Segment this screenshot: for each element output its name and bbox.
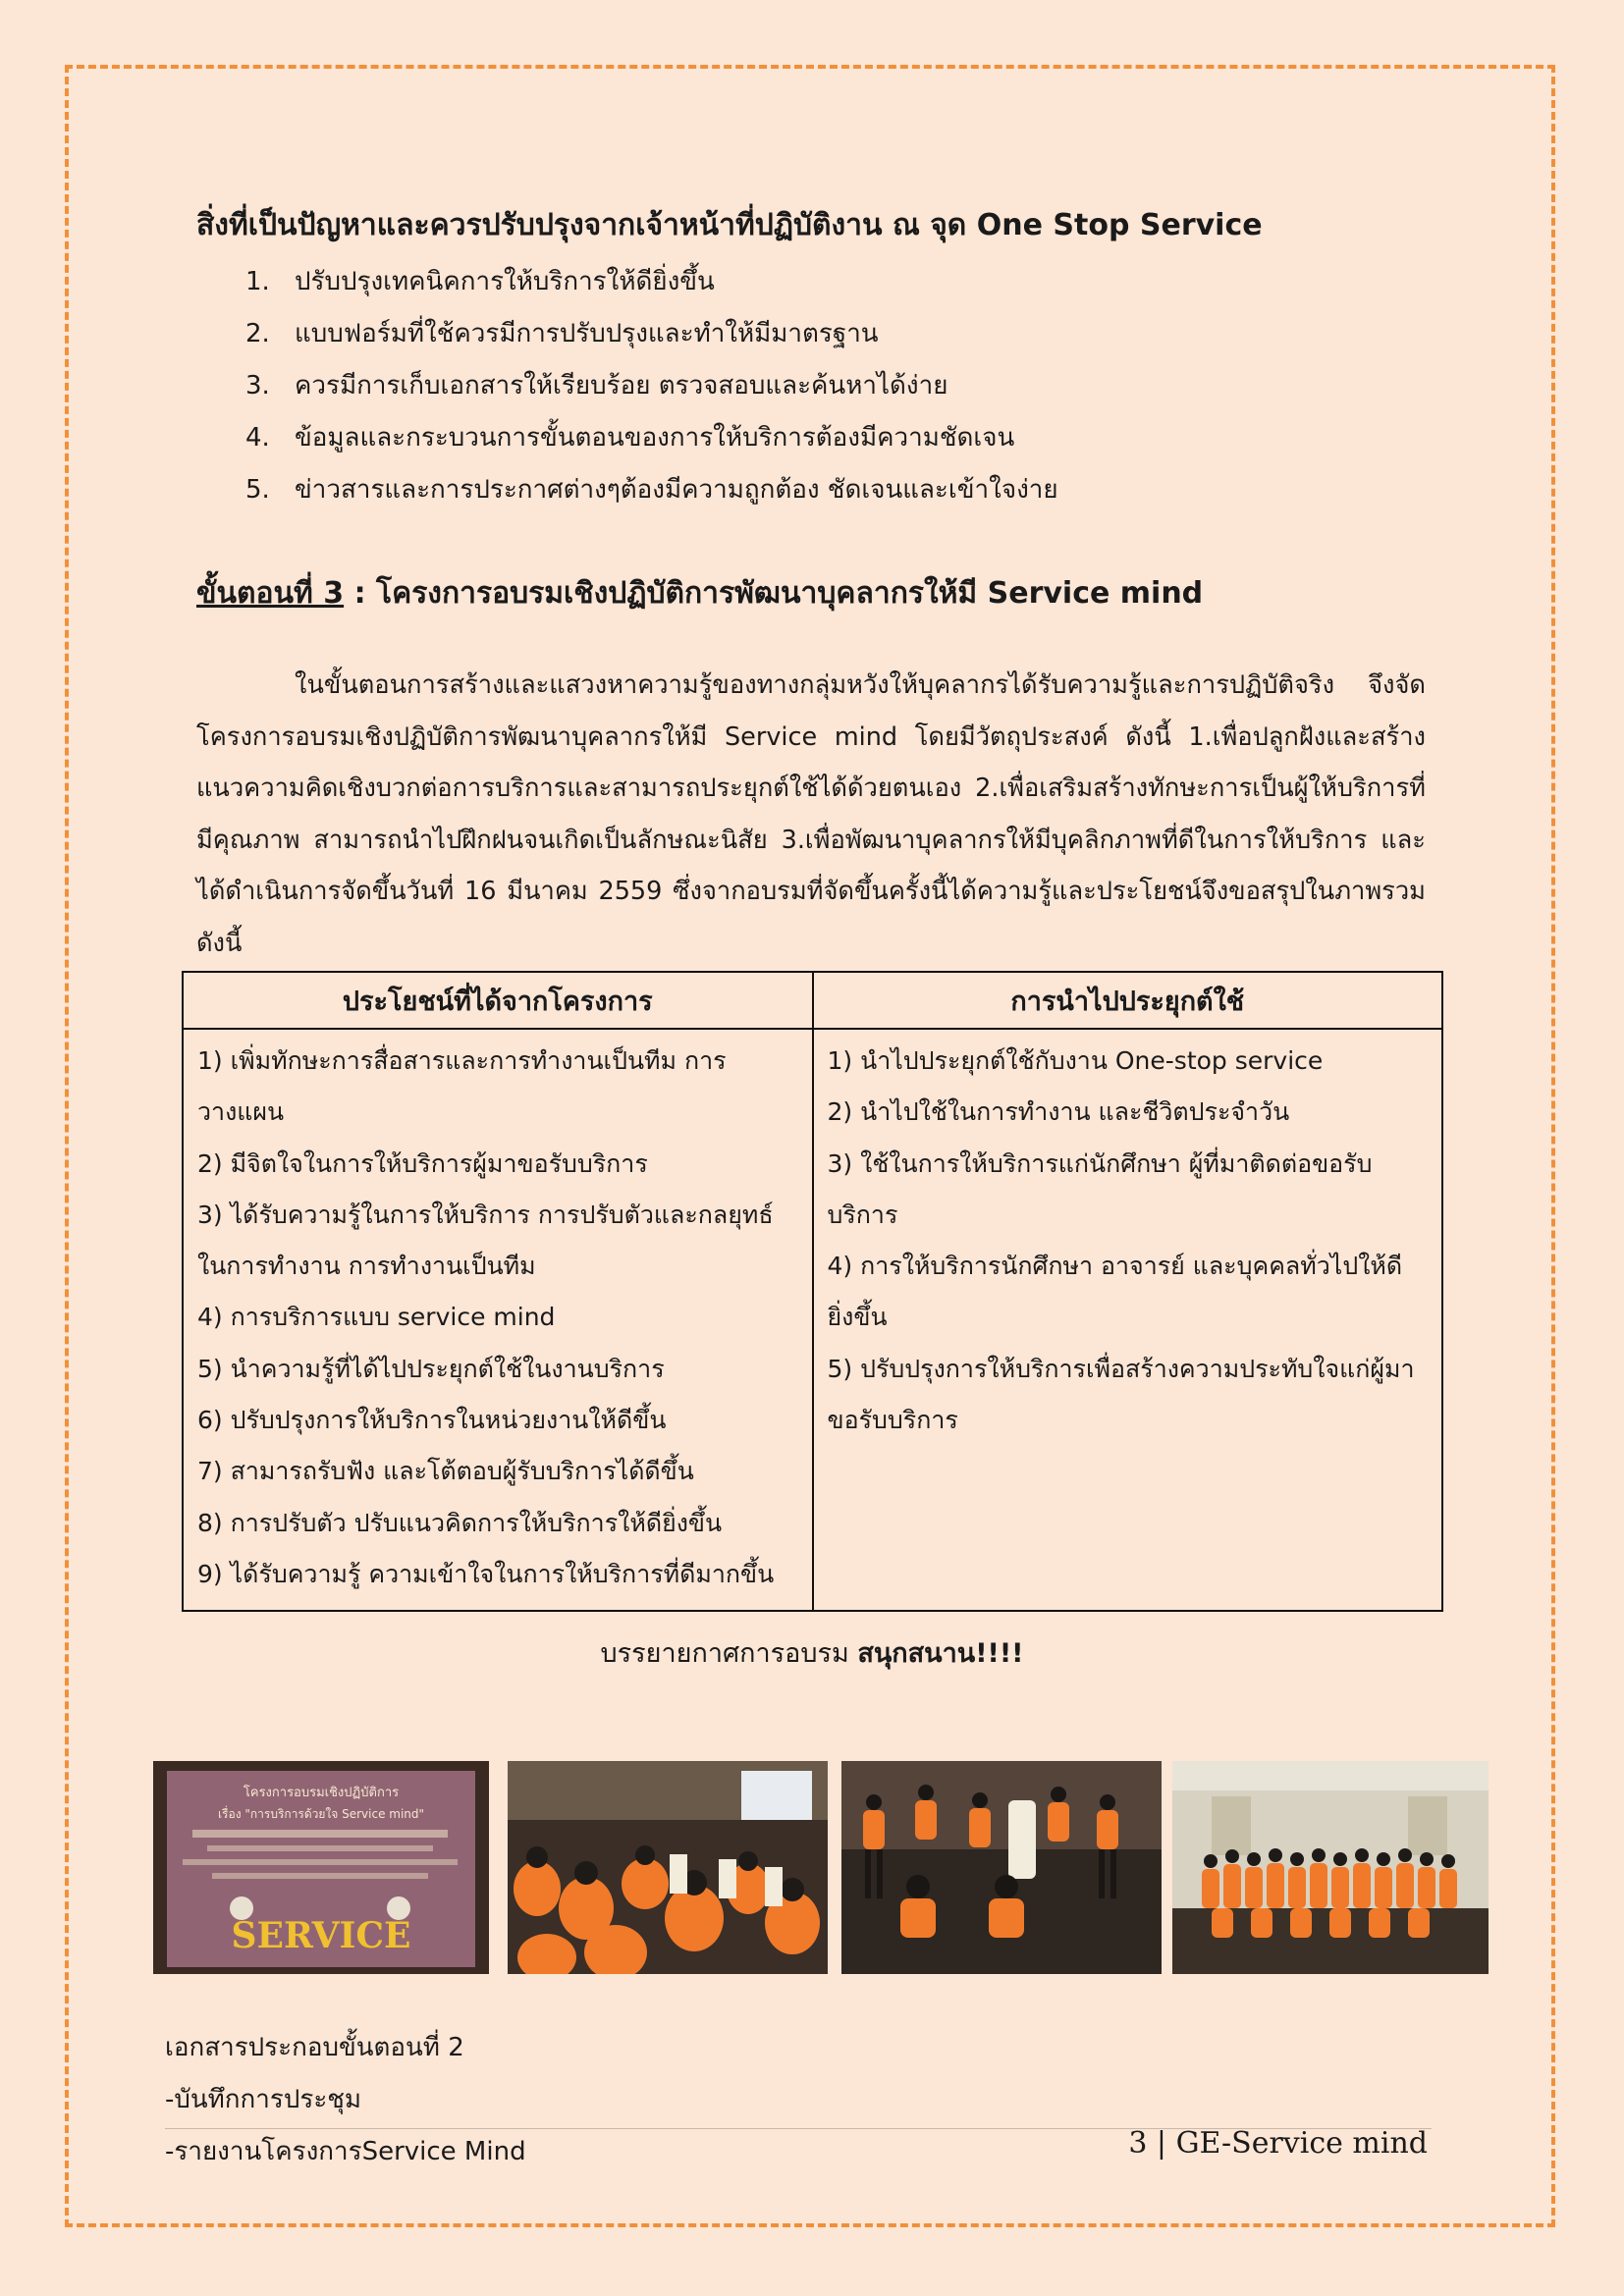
- photo-caption: บรรยายกาศการอบรม สนุกสนาน!!!!: [600, 1638, 1024, 1669]
- doc-line: -รายงานโครงการService Mind: [165, 2137, 526, 2166]
- table-header-applications: การนำไปประยุกต์ใช้: [813, 972, 1443, 1029]
- list-item: 1. ปรับปรุงเทคนิคการให้บริการให้ดียิ่งขึ้น: [245, 266, 715, 296]
- list-item: 1) เพิ่มทักษะการสื่อสารและการทำงานเป็นทีม การวางแผน: [197, 1046, 727, 1127]
- applications-cell: [813, 1029, 1443, 1611]
- list-item: 5) นำความรู้ที่ได้ไปประยุกต์ใช้ในงานบริการ: [197, 1354, 665, 1383]
- list-item: 9) ได้รับความรู้ ความเข้าใจในการให้บริการที่ดีมากขึ้น: [197, 1559, 775, 1588]
- body-paragraph: ในขั้นตอนการสร้างและแสวงหาความรู้ของทางกลุ่มหวังให้บุคลากรได้รับความรู้และการปฏิบัติจริง จึงจัดโครงการอบรมเชิงปฏิบัติการพัฒนาบุคลากรให้มี Service mind โดยมีวัตถุประสงค์ ดังนี้ 1.เพื่อปลูกฝังและสร้างแนวความคิดเชิงบวกต่อการบริการและสามารถประยุกต์ใช้ได้ด้วยตนเอง 2.เพื่อเสริมสร้างทักษะการเป็นผู้ให้บริการที่มีคุณภาพ สามารถนำไปฝึกฝนจนเกิดเป็นลักษณะนิสัย 3.เพื่อพัฒนาบุคลากรให้มีบุคลิกภาพที่ดีในการให้บริการ และได้ดำเนินการจัดขึ้นวันที่ 16 มีนาคม 2559 ซึ่งจากอบรมที่จัดขึ้นครั้งนี้ได้ความรู้และประโยชน์จึงขอสรุปในภาพรวม ดังนี้: [196, 670, 1426, 958]
- list-item: 5) ปรับปรุงการให้บริการเพื่อสร้างความประทับใจแก่ผู้มาขอรับบริการ: [827, 1354, 1415, 1435]
- photo-activity: [841, 1761, 1162, 1974]
- list-item: 2. แบบฟอร์มที่ใช้ควรมีการปรับปรุงและทำให้มีมาตรฐาน: [245, 318, 879, 348]
- problem-list: [196, 255, 1473, 515]
- svg-text:โครงการอบรมเชิงปฏิบัติการ: โครงการอบรมเชิงปฏิบัติการ: [243, 1786, 400, 1800]
- photo-slide-screen: [153, 1761, 489, 1974]
- list-item: 6) ปรับปรุงการให้บริการในหน่วยงานให้ดีขึ้น: [197, 1406, 667, 1435]
- step-label: ขั้นตอนที่ 3: [196, 576, 345, 611]
- list-item: 5. ข่าวสารและการประกาศต่างๆต้องมีความถูกต้อง ชัดเจนและเข้าใจง่าย: [245, 474, 1058, 505]
- page-number: 3 | GE-Service mind: [1128, 2126, 1428, 2161]
- list-item: 1) นำไปประยุกต์ใช้กับงาน One-stop service: [827, 1046, 1324, 1075]
- photo-audience: [508, 1761, 828, 1974]
- svg-text:เรื่อง "การบริการด้วยใจ Servic: เรื่อง "การบริการด้วยใจ Service mind": [217, 1807, 425, 1821]
- svg-text:SERVICE: SERVICE: [231, 1915, 411, 1956]
- photo-group: [1172, 1761, 1489, 1974]
- doc-line: เอกสารประกอบขั้นตอนที่ 2: [165, 2033, 464, 2062]
- supporting-documents: [165, 2022, 526, 2178]
- section-heading-step3: [196, 572, 1473, 615]
- list-item: 2) มีจิตใจในการให้บริการผู้มาขอรับบริการ: [197, 1148, 648, 1178]
- list-item: 4. ข้อมูลและกระบวนการขั้นตอนของการให้บริการต้องมีความชัดเจน: [245, 422, 1015, 453]
- list-item: 3) ได้รับความรู้ในการให้บริการ การปรับตัวและกลยุทธ์ในการทำงาน การทำงานเป็นทีม: [197, 1200, 774, 1281]
- benefits-cell: [183, 1029, 813, 1611]
- list-item: 7) สามารถรับฟัง และโต้ตอบผู้รับบริการได้ดีขึ้น: [197, 1457, 694, 1486]
- list-item: 4) การบริการแบบ service mind: [197, 1303, 556, 1332]
- list-item: 4) การให้บริการนักศึกษา อาจารย์ และบุคคลทั่วไปให้ดียิ่งขึ้น: [827, 1252, 1403, 1332]
- list-item: 8) การปรับตัว ปรับแนวคิดการให้บริการให้ดียิ่งขึ้น: [197, 1508, 723, 1537]
- section-heading-problems: สิ่งที่เป็นปัญหาและควรปรับปรุงจากเจ้าหน้าที่ปฏิบัติงาน ณ จุด One Stop Service: [196, 208, 1263, 242]
- list-item: 3. ควรมีการเก็บเอกสารให้เรียบร้อย ตรวจสอบและค้นหาได้ง่าย: [245, 370, 948, 400]
- benefits-table: [182, 971, 1443, 1612]
- table-header-benefits: ประโยชน์ที่ได้จากโครงการ: [183, 972, 813, 1029]
- step-title: : โครงการอบรมเชิงปฏิบัติการพัฒนาบุคลากรให้มี Service mind: [344, 576, 1204, 611]
- list-item: 3) ใช้ในการให้บริการแก่นักศึกษา ผู้ที่มาติดต่อขอรับบริการ: [827, 1148, 1373, 1229]
- list-item: 2) นำไปใช้ในการทำงาน และชีวิตประจำวัน: [827, 1097, 1290, 1127]
- doc-line: -บันทึกการประชุม: [165, 2085, 362, 2114]
